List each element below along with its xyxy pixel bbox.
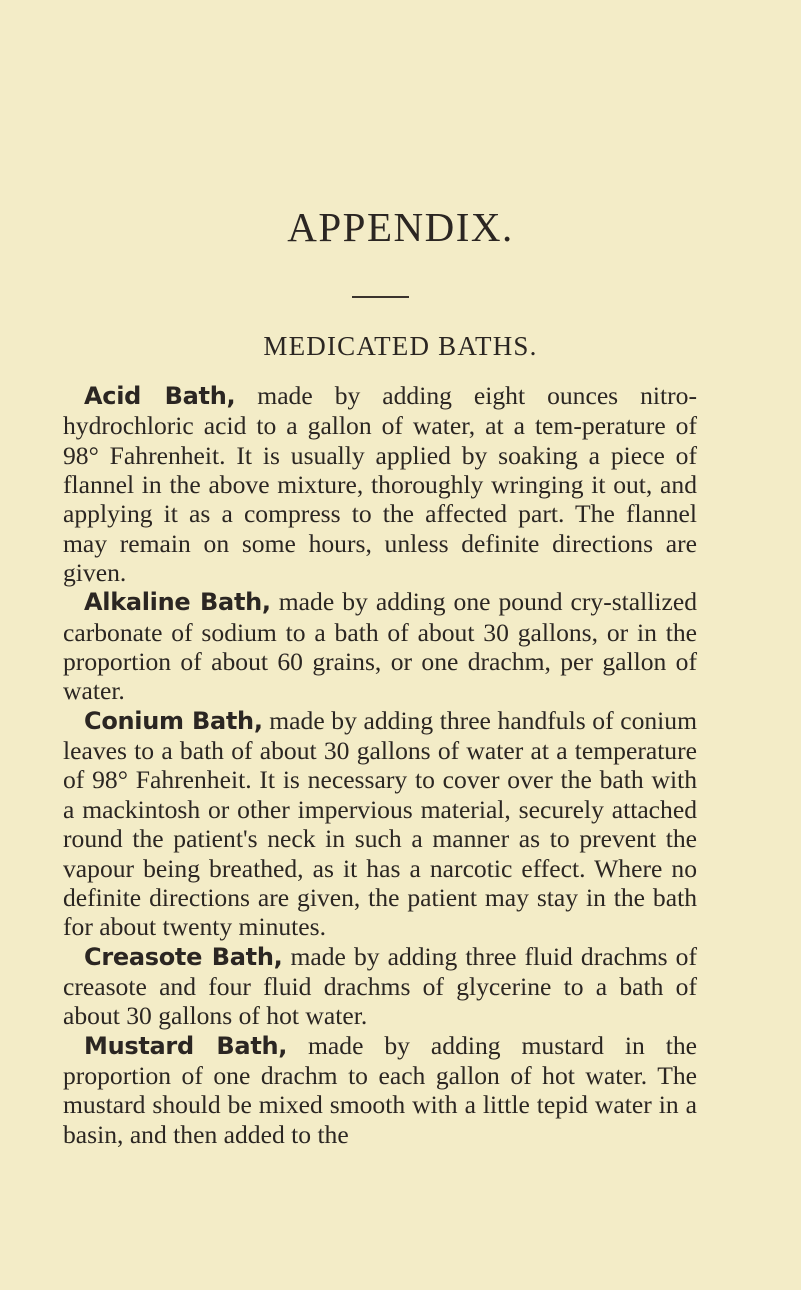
entry-text: made by adding eight ounces nitro-hydrochloric acid to a gallon of water, at a tem-perature of 98° Fahrenheit. It is usually applied by soaking a piece of flannel in the above mixture, thoroughly wringing it out, and applying it as a compress to the affected part. The flannel may remain on some hours, unless definite directions are given. [63,381,697,588]
entry-conium-bath [63,706,697,942]
body-text [63,381,697,1149]
entry-mustard-bath [63,1031,697,1149]
entry-term: Mustard Bath, [84,1031,288,1060]
page-title: APPENDIX. [287,204,514,250]
section-title: MEDICATED BATHS. [263,331,538,361]
entry-text: made by adding mustard in the proportion of one drachm to each gallon of hot water. The mustard should be mixed smooth with a little tepid water in a basin, and then added to the [63,1030,697,1149]
entry-term: Alkaline Bath, [84,588,271,617]
entry-alkaline-bath [63,587,697,705]
entry-creasote-bath [63,942,697,1031]
entry-term: Acid Bath, [84,382,236,410]
entry-text: made by adding three fluid drachms of creasote and four fluid drachms of glycerine to a bath of about 30 gallons of hot water. [63,941,697,1031]
entry-acid-bath [63,381,697,587]
entry-text: made by adding three handfuls of conium leaves to a bath of about 30 gallons of water at a temperature of 98° Fahrenheit. It is necessary to cover over the bath with a mackintosh or other impervious material, securely attached round the patient's neck in such a manner as to prevent the vapour being breathed, as it has a narcotic effect. Where no definite directions are given, the patient may stay in the bath for about twenty minutes. [63,705,697,942]
entry-term: Conium Bath, [84,706,263,735]
entry-text: made by adding one pound cry-stallized carbonate of sodium to a bath of about 30 gallons, or in the proportion of about 60 grains, or one drachm, per gallon of water. [63,587,697,706]
entry-term: Creasote Bath, [84,942,283,971]
title-divider [352,296,409,298]
